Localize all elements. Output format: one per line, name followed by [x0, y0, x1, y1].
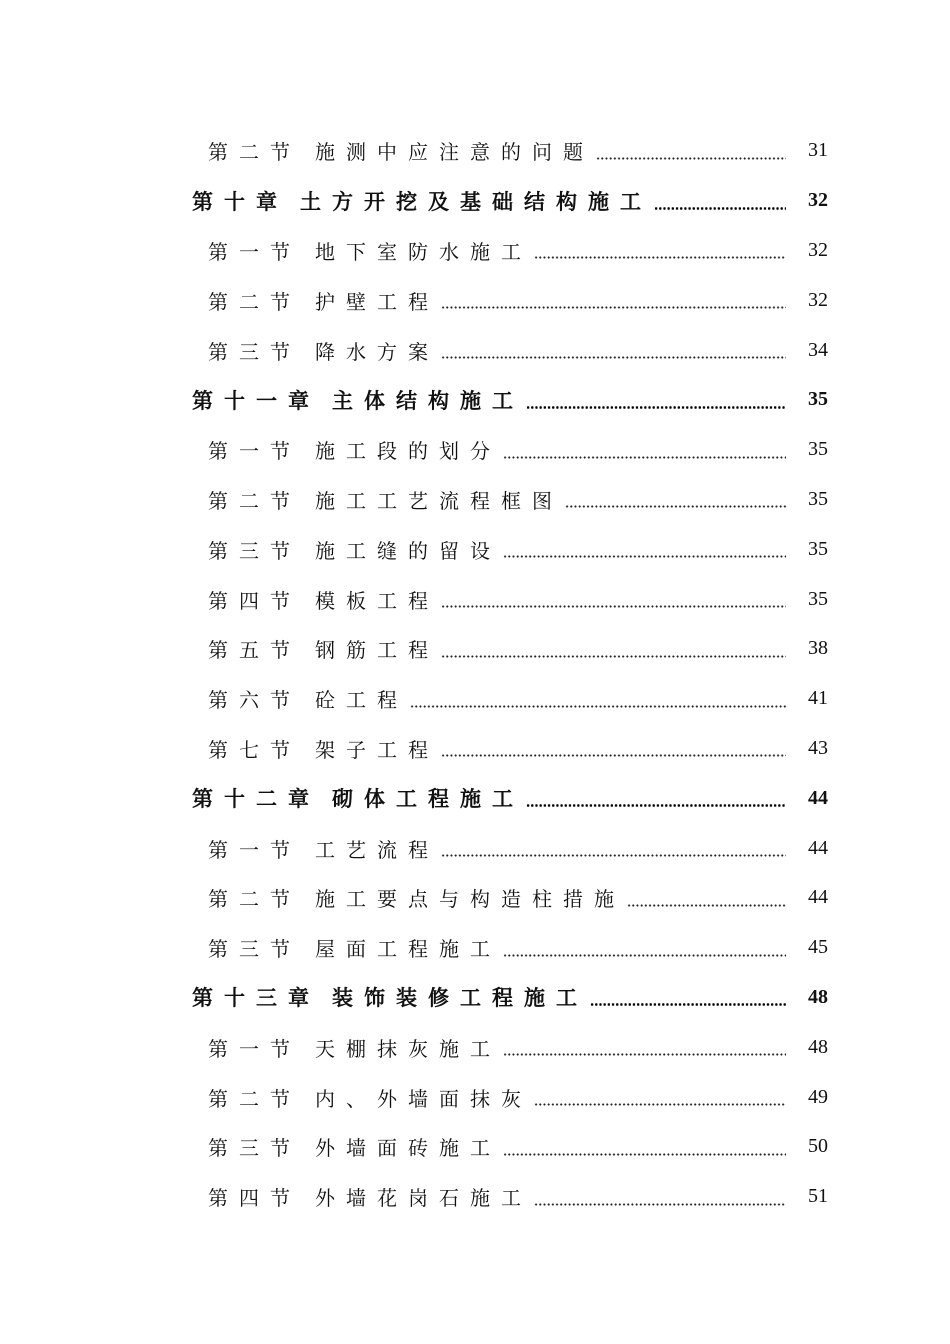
table-of-contents: [0, 126, 950, 1222]
toc-entry-title: 模板工程: [315, 588, 439, 613]
toc-entry-title: 施测中应注意的问题: [315, 140, 594, 165]
toc-entry-section[interactable]: [0, 1022, 950, 1072]
toc-entry-label: 第六节: [208, 688, 301, 713]
dot-leader: [503, 555, 786, 558]
toc-entry-section[interactable]: [0, 226, 950, 276]
toc-entry-page: 44: [808, 836, 828, 859]
toc-entry-title: 天棚抹灰施工: [315, 1036, 501, 1061]
dot-leader: [534, 1103, 786, 1106]
toc-entry-label: 第十一章: [192, 387, 320, 413]
toc-entry-label: 第一节: [208, 837, 301, 862]
toc-entry-label: 第三节: [208, 339, 301, 364]
toc-entry-section[interactable]: [0, 325, 950, 375]
toc-entry-section[interactable]: [0, 624, 950, 674]
toc-entry-title: 砼工程: [315, 688, 408, 713]
toc-entry-label: 第七节: [208, 737, 301, 762]
dot-leader: [503, 1053, 786, 1056]
toc-entry-section[interactable]: [0, 923, 950, 973]
toc-entry-section[interactable]: [0, 425, 950, 475]
dot-leader: [410, 705, 786, 708]
dot-leader: [534, 1203, 786, 1206]
toc-entry-label: 第三节: [208, 937, 301, 962]
toc-entry-title: 屋面工程施工: [315, 937, 501, 962]
dot-leader: [441, 306, 786, 309]
toc-entry-chapter[interactable]: [0, 773, 950, 823]
toc-entry-chapter[interactable]: [0, 176, 950, 226]
toc-entry-title: 地下室防水施工: [315, 239, 532, 264]
toc-entry-section[interactable]: [0, 1072, 950, 1122]
dot-leader: [526, 406, 786, 409]
dot-leader: [441, 854, 786, 857]
toc-entry-section[interactable]: [0, 574, 950, 624]
toc-entry-page: 44: [808, 886, 828, 909]
toc-entry-page: 50: [808, 1135, 828, 1158]
toc-entry-chapter[interactable]: [0, 973, 950, 1023]
dot-leader: [441, 754, 786, 757]
toc-entry-title: 架子工程: [315, 737, 439, 762]
toc-entry-section[interactable]: [0, 275, 950, 325]
dot-leader: [503, 456, 786, 459]
toc-entry-page: 51: [808, 1185, 828, 1208]
toc-entry-label: 第二节: [208, 289, 301, 314]
dot-leader: [596, 157, 786, 160]
toc-entry-section[interactable]: [0, 1122, 950, 1172]
toc-entry-section[interactable]: [0, 674, 950, 724]
toc-entry-page: 45: [808, 936, 828, 959]
toc-entry-label: 第三节: [208, 538, 301, 563]
toc-entry-title: 主体结构施工: [332, 387, 524, 413]
dot-leader: [526, 804, 786, 807]
dot-leader: [534, 256, 786, 259]
toc-entry-section[interactable]: [0, 873, 950, 923]
toc-entry-title: 施工要点与构造柱措施: [315, 887, 625, 912]
toc-entry-page: 32: [808, 238, 828, 261]
toc-entry-label: 第四节: [208, 1186, 301, 1211]
toc-entry-label: 第五节: [208, 638, 301, 663]
toc-entry-page: 32: [808, 189, 828, 212]
toc-entry-title: 施工段的划分: [315, 439, 501, 464]
toc-entry-section[interactable]: [0, 475, 950, 525]
toc-entry-label: 第四节: [208, 588, 301, 613]
toc-entry-page: 35: [808, 487, 828, 510]
toc-entry-label: 第二节: [208, 140, 301, 165]
toc-entry-label: 第二节: [208, 488, 301, 513]
dot-leader: [441, 356, 786, 359]
toc-entry-label: 第一节: [208, 239, 301, 264]
toc-entry-label: 第三节: [208, 1136, 301, 1161]
toc-entry-title: 施工缝的留设: [315, 538, 501, 563]
toc-entry-page: 48: [808, 985, 828, 1008]
toc-entry-page: 34: [808, 338, 828, 361]
toc-entry-section[interactable]: [0, 524, 950, 574]
toc-entry-label: 第十三章: [192, 985, 320, 1011]
toc-entry-page: 43: [808, 736, 828, 759]
toc-entry-label: 第二节: [208, 887, 301, 912]
toc-entry-page: 48: [808, 1035, 828, 1058]
toc-entry-page: 35: [808, 587, 828, 610]
toc-entry-label: 第十章: [192, 188, 288, 214]
toc-entry-label: 第一节: [208, 439, 301, 464]
dot-leader: [503, 954, 786, 957]
toc-entry-page: 32: [808, 288, 828, 311]
dot-leader: [654, 207, 786, 210]
toc-entry-section[interactable]: [0, 126, 950, 176]
toc-entry-title: 装饰装修工程施工: [332, 985, 588, 1011]
toc-entry-title: 降水方案: [315, 339, 439, 364]
toc-entry-title: 砌体工程施工: [332, 786, 524, 812]
toc-entry-title: 外墙花岗石施工: [315, 1186, 532, 1211]
toc-entry-section[interactable]: [0, 724, 950, 774]
toc-entry-page: 35: [808, 537, 828, 560]
toc-entry-page: 49: [808, 1085, 828, 1108]
toc-entry-page: 35: [808, 438, 828, 461]
toc-entry-title: 外墙面砖施工: [315, 1136, 501, 1161]
toc-entry-page: 44: [808, 786, 828, 809]
toc-entry-page: 35: [808, 388, 828, 411]
toc-entry-label: 第十二章: [192, 786, 320, 812]
toc-entry-label: 第二节: [208, 1086, 301, 1111]
toc-entry-page: 38: [808, 637, 828, 660]
toc-entry-section[interactable]: [0, 1172, 950, 1222]
toc-entry-title: 施工工艺流程框图: [315, 488, 563, 513]
toc-entry-title: 钢筋工程: [315, 638, 439, 663]
dot-leader: [565, 505, 786, 508]
toc-entry-title: 内、外墙面抹灰: [315, 1086, 532, 1111]
dot-leader: [627, 904, 786, 907]
dot-leader: [441, 655, 786, 658]
toc-entry-chapter[interactable]: [0, 375, 950, 425]
dot-leader: [441, 605, 786, 608]
toc-entry-page: 41: [808, 687, 828, 710]
toc-entry-title: 护壁工程: [315, 289, 439, 314]
toc-entry-label: 第一节: [208, 1036, 301, 1061]
toc-entry-page: 31: [808, 139, 828, 162]
dot-leader: [503, 1153, 786, 1156]
dot-leader: [590, 1003, 786, 1006]
toc-entry-title: 土方开挖及基础结构施工: [300, 188, 652, 214]
toc-entry-title: 工艺流程: [315, 837, 439, 862]
toc-entry-section[interactable]: [0, 823, 950, 873]
